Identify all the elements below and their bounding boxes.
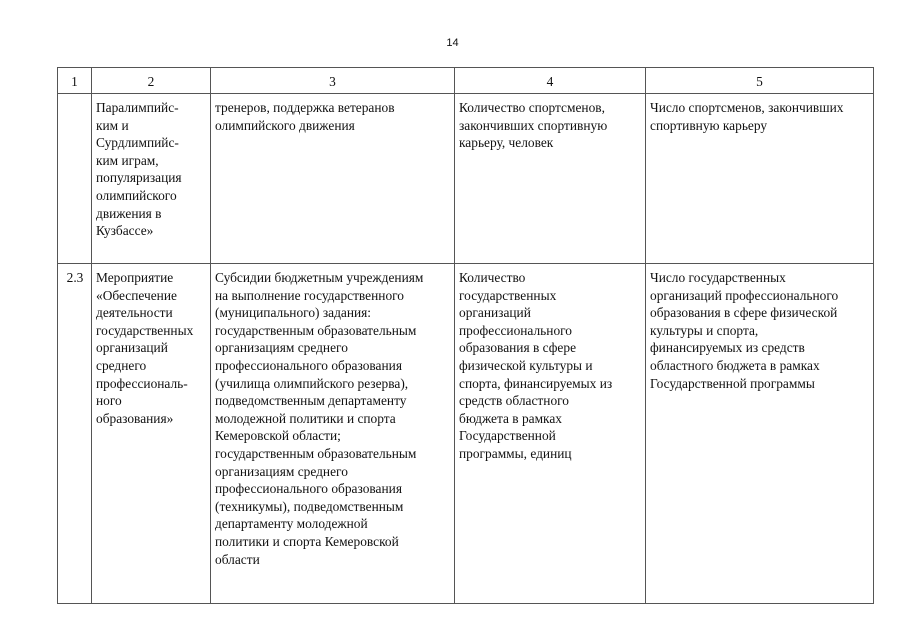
table-row [58,94,874,264]
indicator-cell: Количество государственных организаций профессионального образования в сфере физической культуры и спорта, финансируемых из средств областного бюджета в рамках Государственной программы, единиц [455,264,646,604]
indicator-cell: Количество спортсменов, закончивших спортивную карьеру, человек [455,94,646,264]
program-table [57,67,874,604]
row-number-cell [58,94,92,264]
measure-name-cell: Паралимпийс- ким и Сурдлимпийс- ким играм, популяризация олимпийского движения в Кузбассе» [92,94,211,264]
calculation-method-cell: Число государственных организаций профессионального образования в сфере физической культуры и спорта, финансируемых из средств областного бюджета в рамках Государственной программы [646,264,874,604]
table-header-row [58,68,874,94]
column-header: 4 [455,68,646,94]
measure-name-cell: Мероприятие «Обеспечение деятельности государственных организаций среднего профессиональ- ного образования» [92,264,211,604]
measure-description-cell: тренеров, поддержка ветеранов олимпийского движения [211,94,455,264]
page-number: 14 [446,37,459,49]
column-header: 3 [211,68,455,94]
calculation-method-cell: Число спортсменов, закончивших спортивную карьеру [646,94,874,264]
table-row [58,264,874,604]
column-header: 5 [646,68,874,94]
row-number-cell: 2.3 [58,264,92,604]
column-header: 1 [58,68,92,94]
column-header: 2 [92,68,211,94]
measure-description-cell: Субсидии бюджетным учреждениям на выполнение государственного (муниципального) задания: государственным образовательным организациям среднего профессионального образования (училища олимпийского резерва), подведомственным департаменту молодежной политики и спорта Кемеровской области; государственным образовательным организациям среднего профессионального образования (техникумы), подведомственным департаменту молодежной политики и спорта Кемеровской области [211,264,455,604]
